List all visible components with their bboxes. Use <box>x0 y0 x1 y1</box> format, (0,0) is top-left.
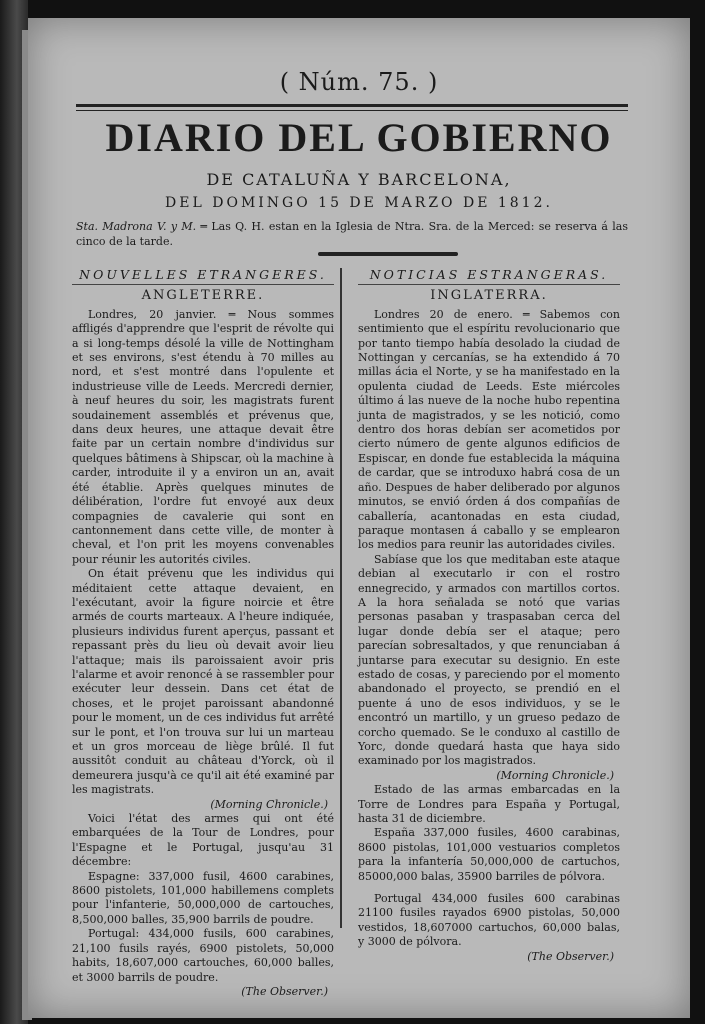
spanish-para-3: Estado de las armas embarcadas en la Torre de Londres para España y Portugal, hasta 31 de diciembre. <box>358 783 620 826</box>
spanish-source-2: (The Observer.) <box>527 949 614 963</box>
spanish-para-2: Sabíase que los que meditaban este ataque debian al executarlo ir con el rostro ennegrecido, y armados con martillos cortos. A la hora señalada se notó que varias personas pasaban y traspasaban cerca del lugar donde debía ser el ataque; pero parecían sobresaltados, y que renunciaban á juntarse para executar su designio. En este estado de cosas, y pareciendo por el momento abandonado el proyecto, se prendió en el puente á uno de esos individuos, y se le encontró un martillo, y un grueso pedazo de corcho quemado. Se le conduxo al castillo de Yorc, donde quedará hasta que haya sido examinado por los magistrados. <box>358 552 620 768</box>
french-para-1: Londres, 20 janvier. ═ Nous sommes affligés d'apprendre que l'esprit de révolte qui a si long-temps désolé la ville de Nottingham et ses environs, s'est étendu à 70 milles au nord, et s'est montré dans l'opulente et industrieuse ville de Leeds. Mercredi dernier, à neuf heures du soir, les magistrats furent soudainement assemblés et prévenus que, dans deux heures, une attaque devait être faite par un certain nombre d'individus sur quelques bâtimens à Shipscar, où la machine à carder, introduite il y a environ un an, avait été établie. Après quelques minutes de délibération, l'ordre fut envoyé aux deux compagnies de cavalerie qui sont en cantonnement dans cette ville, de monter à cheval, et l'on prit les moyens convenables pour réunir les autorités civiles. <box>72 307 334 566</box>
spanish-para-1: Londres 20 de enero. ═ Sabemos con sentimiento que el espíritu revolucionario que por tanto tiempo había desolado la ciudad de Nottingan y cercanías, se ha extendido á 70 millas ácia el Norte, y se ha manifestado en la opulenta ciudad de Leeds. Este miércoles último á las nueve de la noche hubo repentina junta de magistrados, y se les notició, como dentro dos horas debían ser acometidos por cierto número de gente algunos edificios de Espiscar, en donde fue establecida la máquina de cardar, que se introduxo habrá cosa de un año. Despues de haber deliberado por algunos minutos, se envió órden á dos compañías de caballería, acantonadas en esta ciudad, paraque montasen á caballo y se emplearon los medios para reunir las autoridades civiles. <box>358 307 620 552</box>
spanish-header: NOTICIAS ESTRANGERAS. <box>358 268 620 285</box>
french-para-5: Portugal: 434,000 fusils, 600 carabines, 21,100 fusils rayés, 6900 pistolets, 50,000 habits, 18,607,000 cartouches, 60,000 balles, et 3000 barrils de poudre. <box>72 927 334 984</box>
spanish-para-5: Portugal 434,000 fusiles 600 carabinas 21100 fusiles rayados 6900 pistolas, 50,000 vestidos, 18,607000 cartuchos, 60,000 balas, y 3000 de pólvora. <box>358 892 620 949</box>
french-source-2: (The Observer.) <box>241 984 328 998</box>
top-rule <box>76 104 628 107</box>
french-source-1: (Morning Chronicle.) <box>210 797 328 811</box>
masthead-subtitle: DE CATALUÑA Y BARCELONA, <box>206 170 512 189</box>
french-column <box>72 268 334 999</box>
spanish-country: INGLATERRA. <box>430 288 548 304</box>
spanish-source-1: (Morning Chronicle.) <box>496 768 614 782</box>
french-header: NOUVELLES ETRANGERES. <box>72 268 334 285</box>
french-country: ANGLETERRE. <box>141 288 265 304</box>
issue-number: ( Núm. 75. ) <box>279 68 439 96</box>
french-para-2: On était prévenu que les individus qui méditaient cette attaque devaient, en l'exécutant, avoir la figure noircie et être armés de courts marteaux. A l'heure indiquée, plusieurs individus furent aperçus, passant et repassant près du lieu où devait avoir lieu l'attaque; mais ils paroissaient avoir pris l'alarme et avoir renoncé à se rassembler pour exécuter leur dessein. Dans cet état de choses, et le projet paroissant abandonné pour le moment, un de ces individus fut arrêté sur le pont, et l'on trouva sur lui un marteau et un gros morceau de liège brûlé. Il fut aussitôt conduit au château d'Yorck, où il demeurera jusqu'à ce qu'il ait été examiné par les magistrats. <box>72 567 334 797</box>
french-para-3: Voici l'état des armes qui ont été embarquées de la Tour de Londres, pour l'Espagne et le Portugal, jusqu'au 31 décembre: <box>72 812 334 869</box>
spanish-para-4: España 337,000 fusiles, 4600 carabinas, 8600 pistolas, 101,000 vestuarios completos para la infantería 50,000,000 de cartuchos, 85000,000 balas, 35900 barriles de pólvora. <box>358 826 620 883</box>
saints-notice <box>76 219 628 249</box>
spanish-column <box>358 268 620 964</box>
ornament-rule <box>318 252 458 256</box>
newspaper-page <box>28 18 690 1018</box>
masthead-title: DIARIO DEL GOBIERNO <box>105 115 613 160</box>
french-para-4: Espagne: 337,000 fusil, 4600 carabines, 8600 pistolets, 101,000 habillemens complets pour l'infanterie, 50,000,000 de cartouches, 8,500,000 balles, 35,900 barrils de poudre. <box>72 869 334 926</box>
dateline: DEL DOMINGO 15 DE MARZO DE 1812. <box>165 195 553 211</box>
column-divider <box>340 268 342 928</box>
saints-italic: Sta. Madrona V. y M. <box>76 220 197 233</box>
saints-text: ═ Las Q. H. estan en la Iglesia de Ntra. Sra. de la Merced: se reserva á las cinco de la tarde. <box>76 220 629 248</box>
top-rule-thin <box>76 110 628 111</box>
